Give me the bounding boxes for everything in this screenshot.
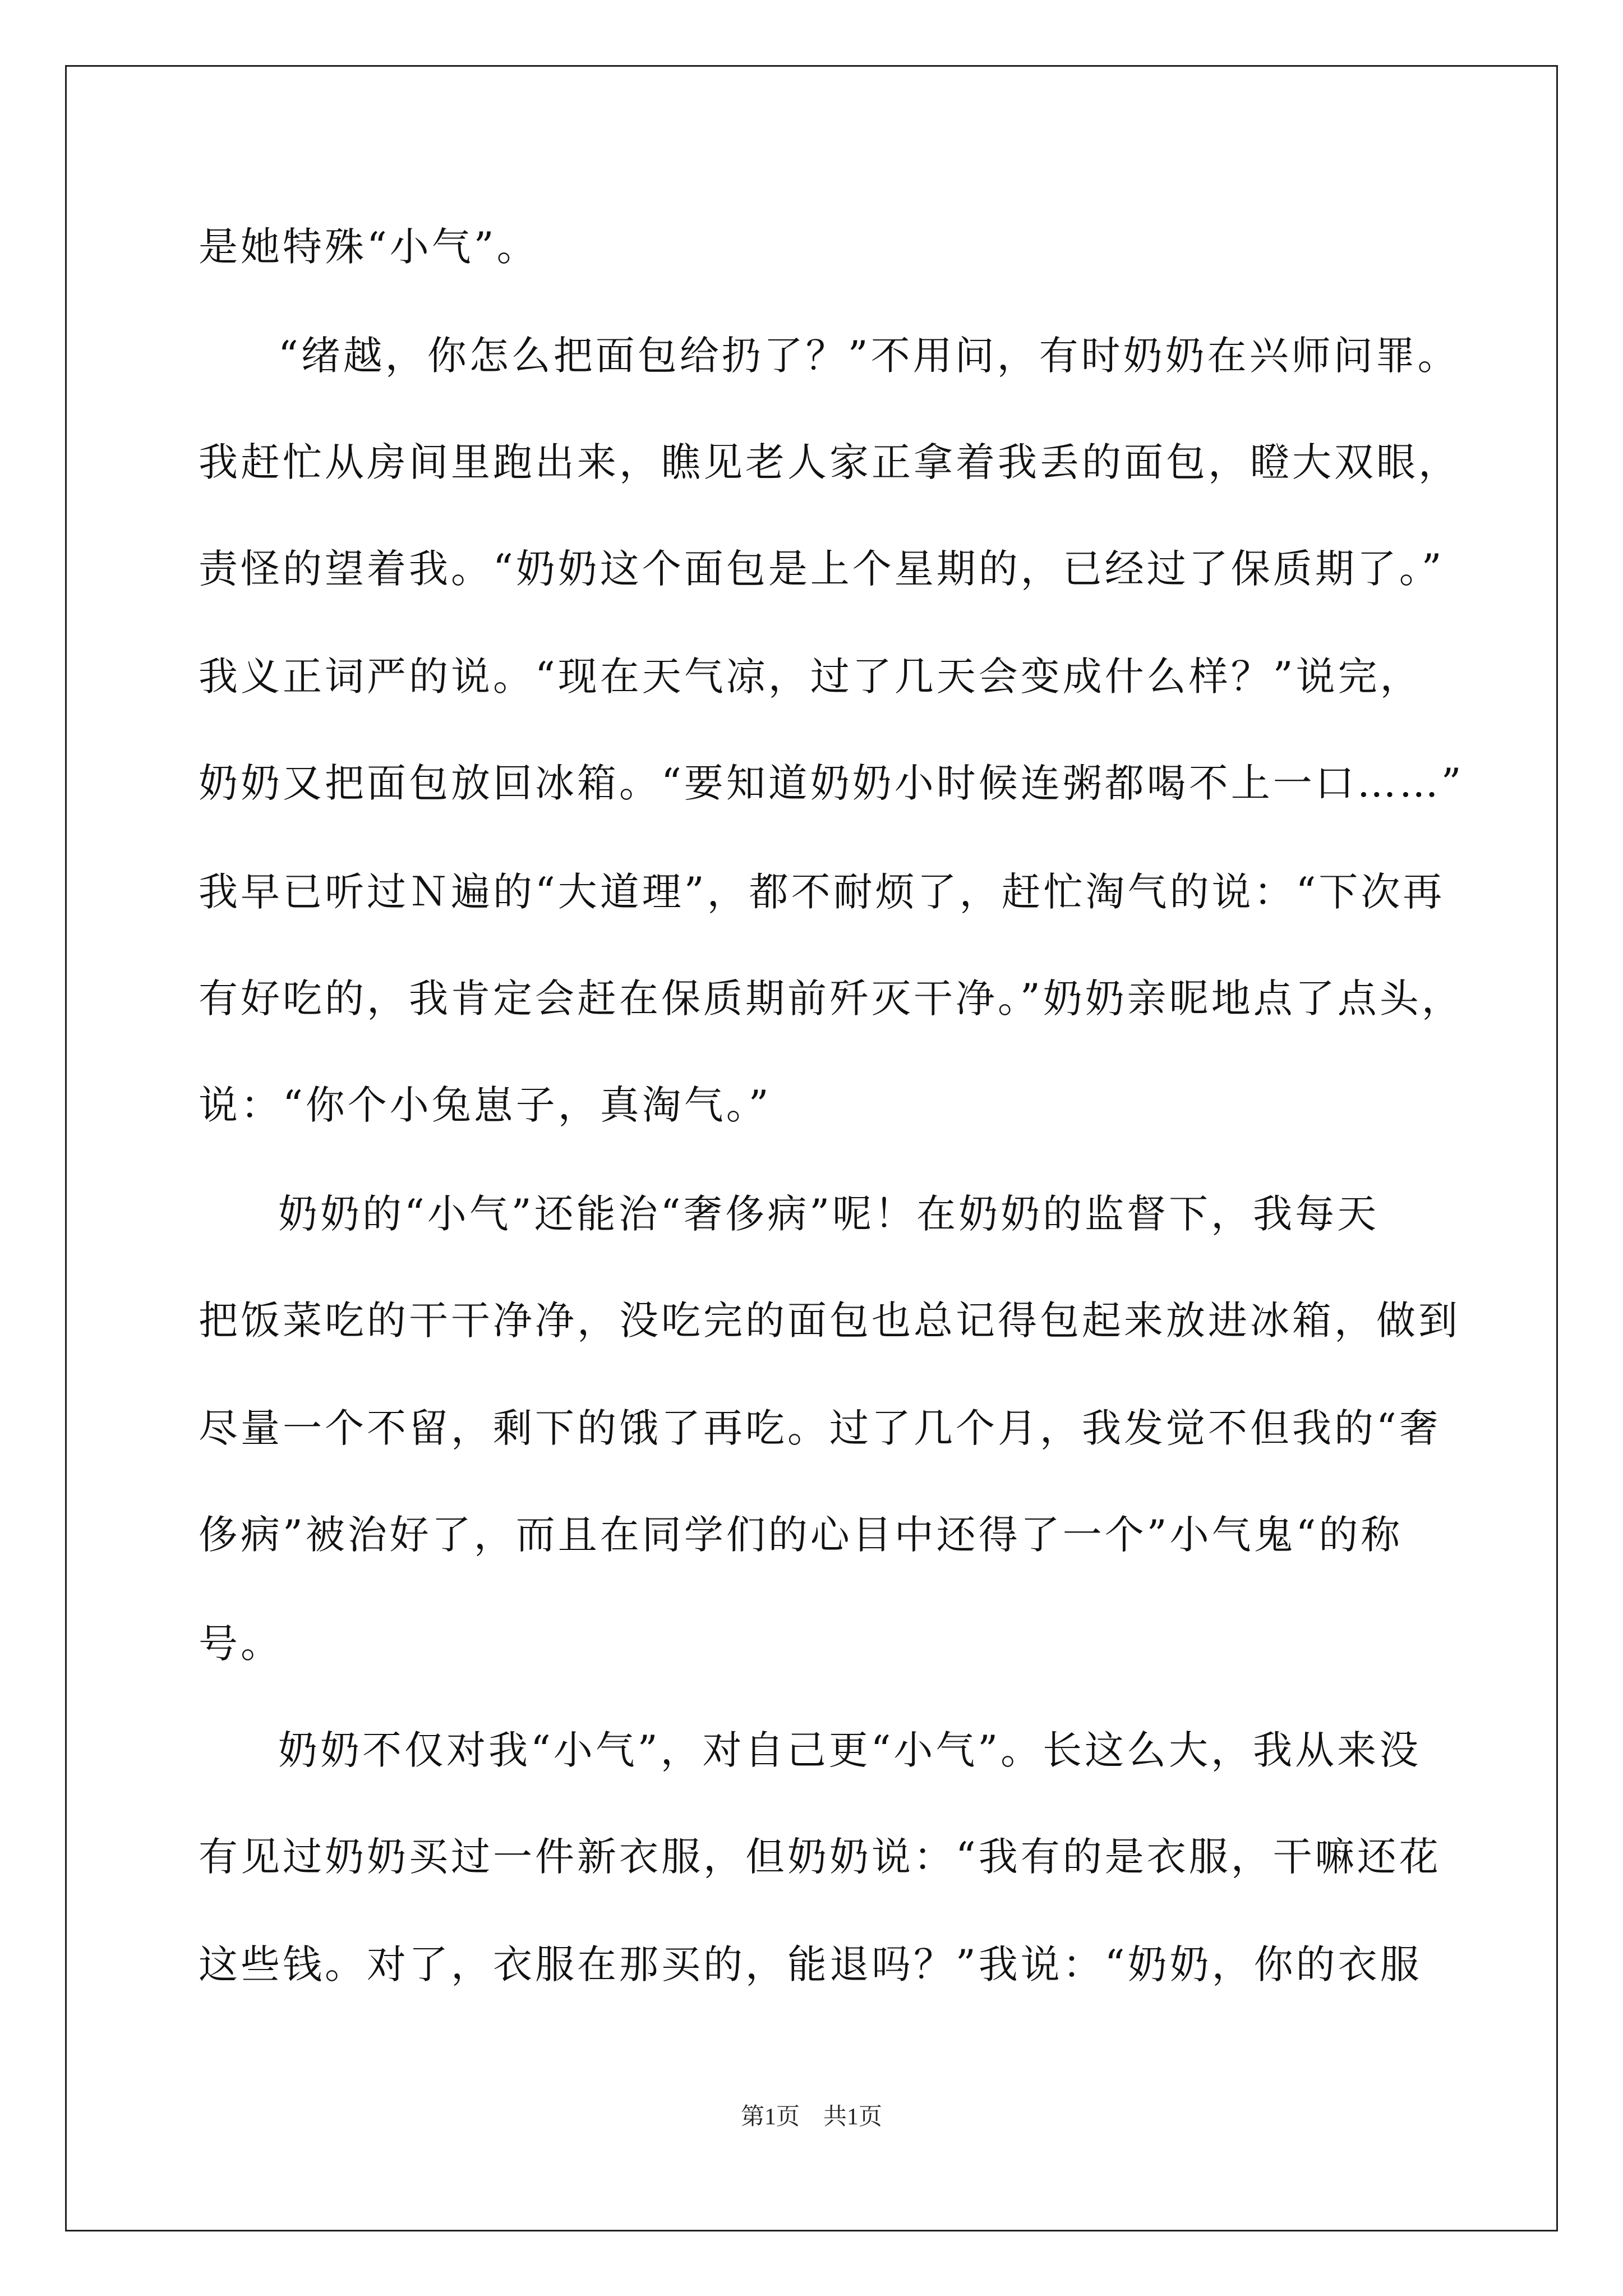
text-line: 奶奶的“小气”还能治“奢侈病”呢！在奶奶的监督下，我每天	[278, 1191, 1380, 1237]
text-line: 是她特殊“小气”。	[199, 224, 539, 270]
text-line: 说：“你个小兔崽子，真淘气。”	[199, 1082, 772, 1128]
text-line: 责怪的望着我。“奶奶这个面包是上个星期的，已经过了保质期了。”	[199, 546, 1445, 592]
text-line: 侈病”被治好了，而且在同学们的心目中还得了一个”小气鬼“的称	[199, 1512, 1403, 1558]
page-number-footer: 第1页 共1页	[740, 2104, 882, 2130]
text-line: 这些钱。对了，衣服在那买的，能退吗？”我说：“奶奶，你的衣服	[199, 1941, 1422, 1987]
text-line: 号。	[199, 1621, 283, 1667]
text-line: 我早已听过Ｎ遍的“大道理”，都不耐烦了，赶忙淘气的说：“下次再	[199, 869, 1445, 915]
text-line: 奶奶又把面包放回冰箱。“要知道奶奶小时候连粥都喝不上一口……”	[199, 760, 1464, 806]
text-line: 尽量一个不留，剩下的饿了再吃。过了几个月，我发觉不但我的“奢	[199, 1405, 1441, 1451]
text-line: “绪越，你怎么把面包给扔了？”不用问，有时奶奶在兴师问罪。	[278, 333, 1460, 379]
text-line: 把饭菜吃的干干净净，没吃完的面包也总记得包起来放进冰箱，做到	[199, 1297, 1460, 1343]
page-frame	[65, 65, 1558, 2231]
text-line: 我赶忙从房间里跑出来，瞧见老人家正拿着我丢的面包，瞪大双眼，	[199, 439, 1460, 485]
text-line: 我义正词严的说。“现在天气凉，过了几天会变成什么样？”说完，	[199, 654, 1422, 700]
text-line: 奶奶不仅对我“小气”，对自己更“小气”。长这么大，我从来没	[278, 1727, 1422, 1773]
text-line: 有好吃的，我肯定会赶在保质期前歼灭干净。”奶奶亲昵地点了点头，	[199, 976, 1464, 1022]
text-line: 有见过奶奶买过一件新衣服，但奶奶说：“我有的是衣服，干嘛还花	[199, 1834, 1441, 1880]
